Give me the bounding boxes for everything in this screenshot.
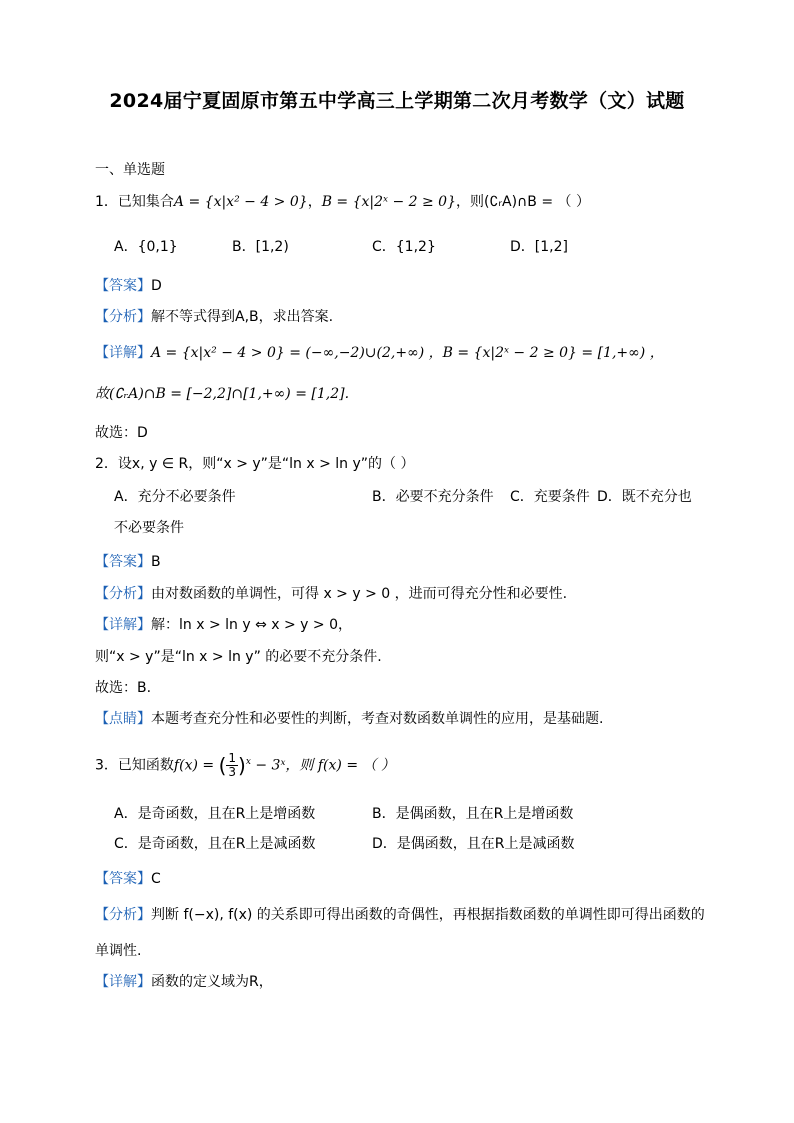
q3-answer: 【答案】C — [95, 871, 161, 887]
q1-answer: 【答案】D — [95, 278, 162, 294]
q1-stem: 1．已知集合A = {x|x² − 4 > 0}，B = {x|2ˣ − 2 ≥ 0}，则(∁ᵣA)∩B = （ ） — [95, 194, 590, 210]
q2-option-a: A．充分不必要条件 — [114, 489, 236, 505]
q3-option-c: C．是奇函数，且在R上是减函数 — [114, 836, 316, 852]
q1-option-d: D．[1,2] — [510, 239, 568, 255]
q2-option-b: B．必要不充分条件 — [372, 489, 494, 505]
q1-analysis: 【分析】解不等式得到A,B，求出答案. — [95, 309, 334, 325]
q2-comment: 【点睛】本题考查充分性和必要性的判断，考查对数函数单调性的应用，是基础题. — [95, 711, 604, 727]
q3-option-a: A．是奇函数，且在R上是增函数 — [114, 806, 316, 822]
document-title: 2024届宁夏固原市第五中学高三上学期第二次月考数学（文）试题 — [109, 90, 685, 112]
q2-option-d: D．既不充分也 — [597, 489, 692, 505]
q1-option-b: B．[1,2) — [232, 239, 289, 255]
q3-fraction: $\frac{1}{3}$ — [228, 751, 237, 780]
q3-analysis-line-2: 单调性. — [95, 943, 142, 959]
q1-detail-line-2: 故(∁ᵣA)∩B = [−2,2]∩[1,+∞) = [1,2]. — [95, 386, 350, 402]
q2-option-c: C．充要条件 — [510, 489, 590, 505]
q1-detail-line-1: 【详解】A = {x|x² − 4 > 0} = (−∞,−2)∪(2,+∞) ，B = {x|2ˣ − 2 ≥ 0} = [1,+∞) ， — [95, 345, 664, 361]
q2-answer: 【答案】B — [95, 554, 161, 570]
q2-detail-line-2: 则“x > y”是“ln x > ln y” 的必要不充分条件. — [95, 649, 382, 665]
q3-detail-line-1: 【详解】函数的定义域为R， — [95, 974, 273, 990]
section-heading: 一、单选题 — [95, 162, 165, 178]
q3-stem: 3．已知函数f(x) = ( $\frac{1}{3}$ )$^x$ − 3ˣ，则 f(x) = （ ） — [95, 751, 395, 780]
q2-conclusion: 故选：B. — [95, 680, 152, 696]
q1-conclusion: 故选：D — [95, 425, 148, 441]
q3-option-d: D．是偶函数，且在R上是减函数 — [372, 836, 575, 852]
q1-option-c: C．{1,2} — [372, 239, 436, 255]
q1-option-a: A．{0,1} — [114, 239, 178, 255]
q2-option-d-cont: 不必要条件 — [114, 520, 184, 536]
q2-analysis: 【分析】由对数函数的单调性，可得 x > y > 0 ，进而可得充分性和必要性. — [95, 586, 568, 602]
q3-option-b: B．是偶函数，且在R上是增函数 — [372, 806, 574, 822]
q3-analysis-line-1: 【分析】判断 f(−x), f(x) 的关系即可得出函数的奇偶性，再根据指数函数的单调性即可得出函数的 — [95, 907, 705, 923]
q2-stem: 2．设x, y ∈ R，则“x > y”是“ln x > ln y”的（ ） — [95, 456, 415, 472]
q2-detail-line-1: 【详解】解：ln x > ln y ⇔ x > y > 0， — [95, 617, 352, 633]
